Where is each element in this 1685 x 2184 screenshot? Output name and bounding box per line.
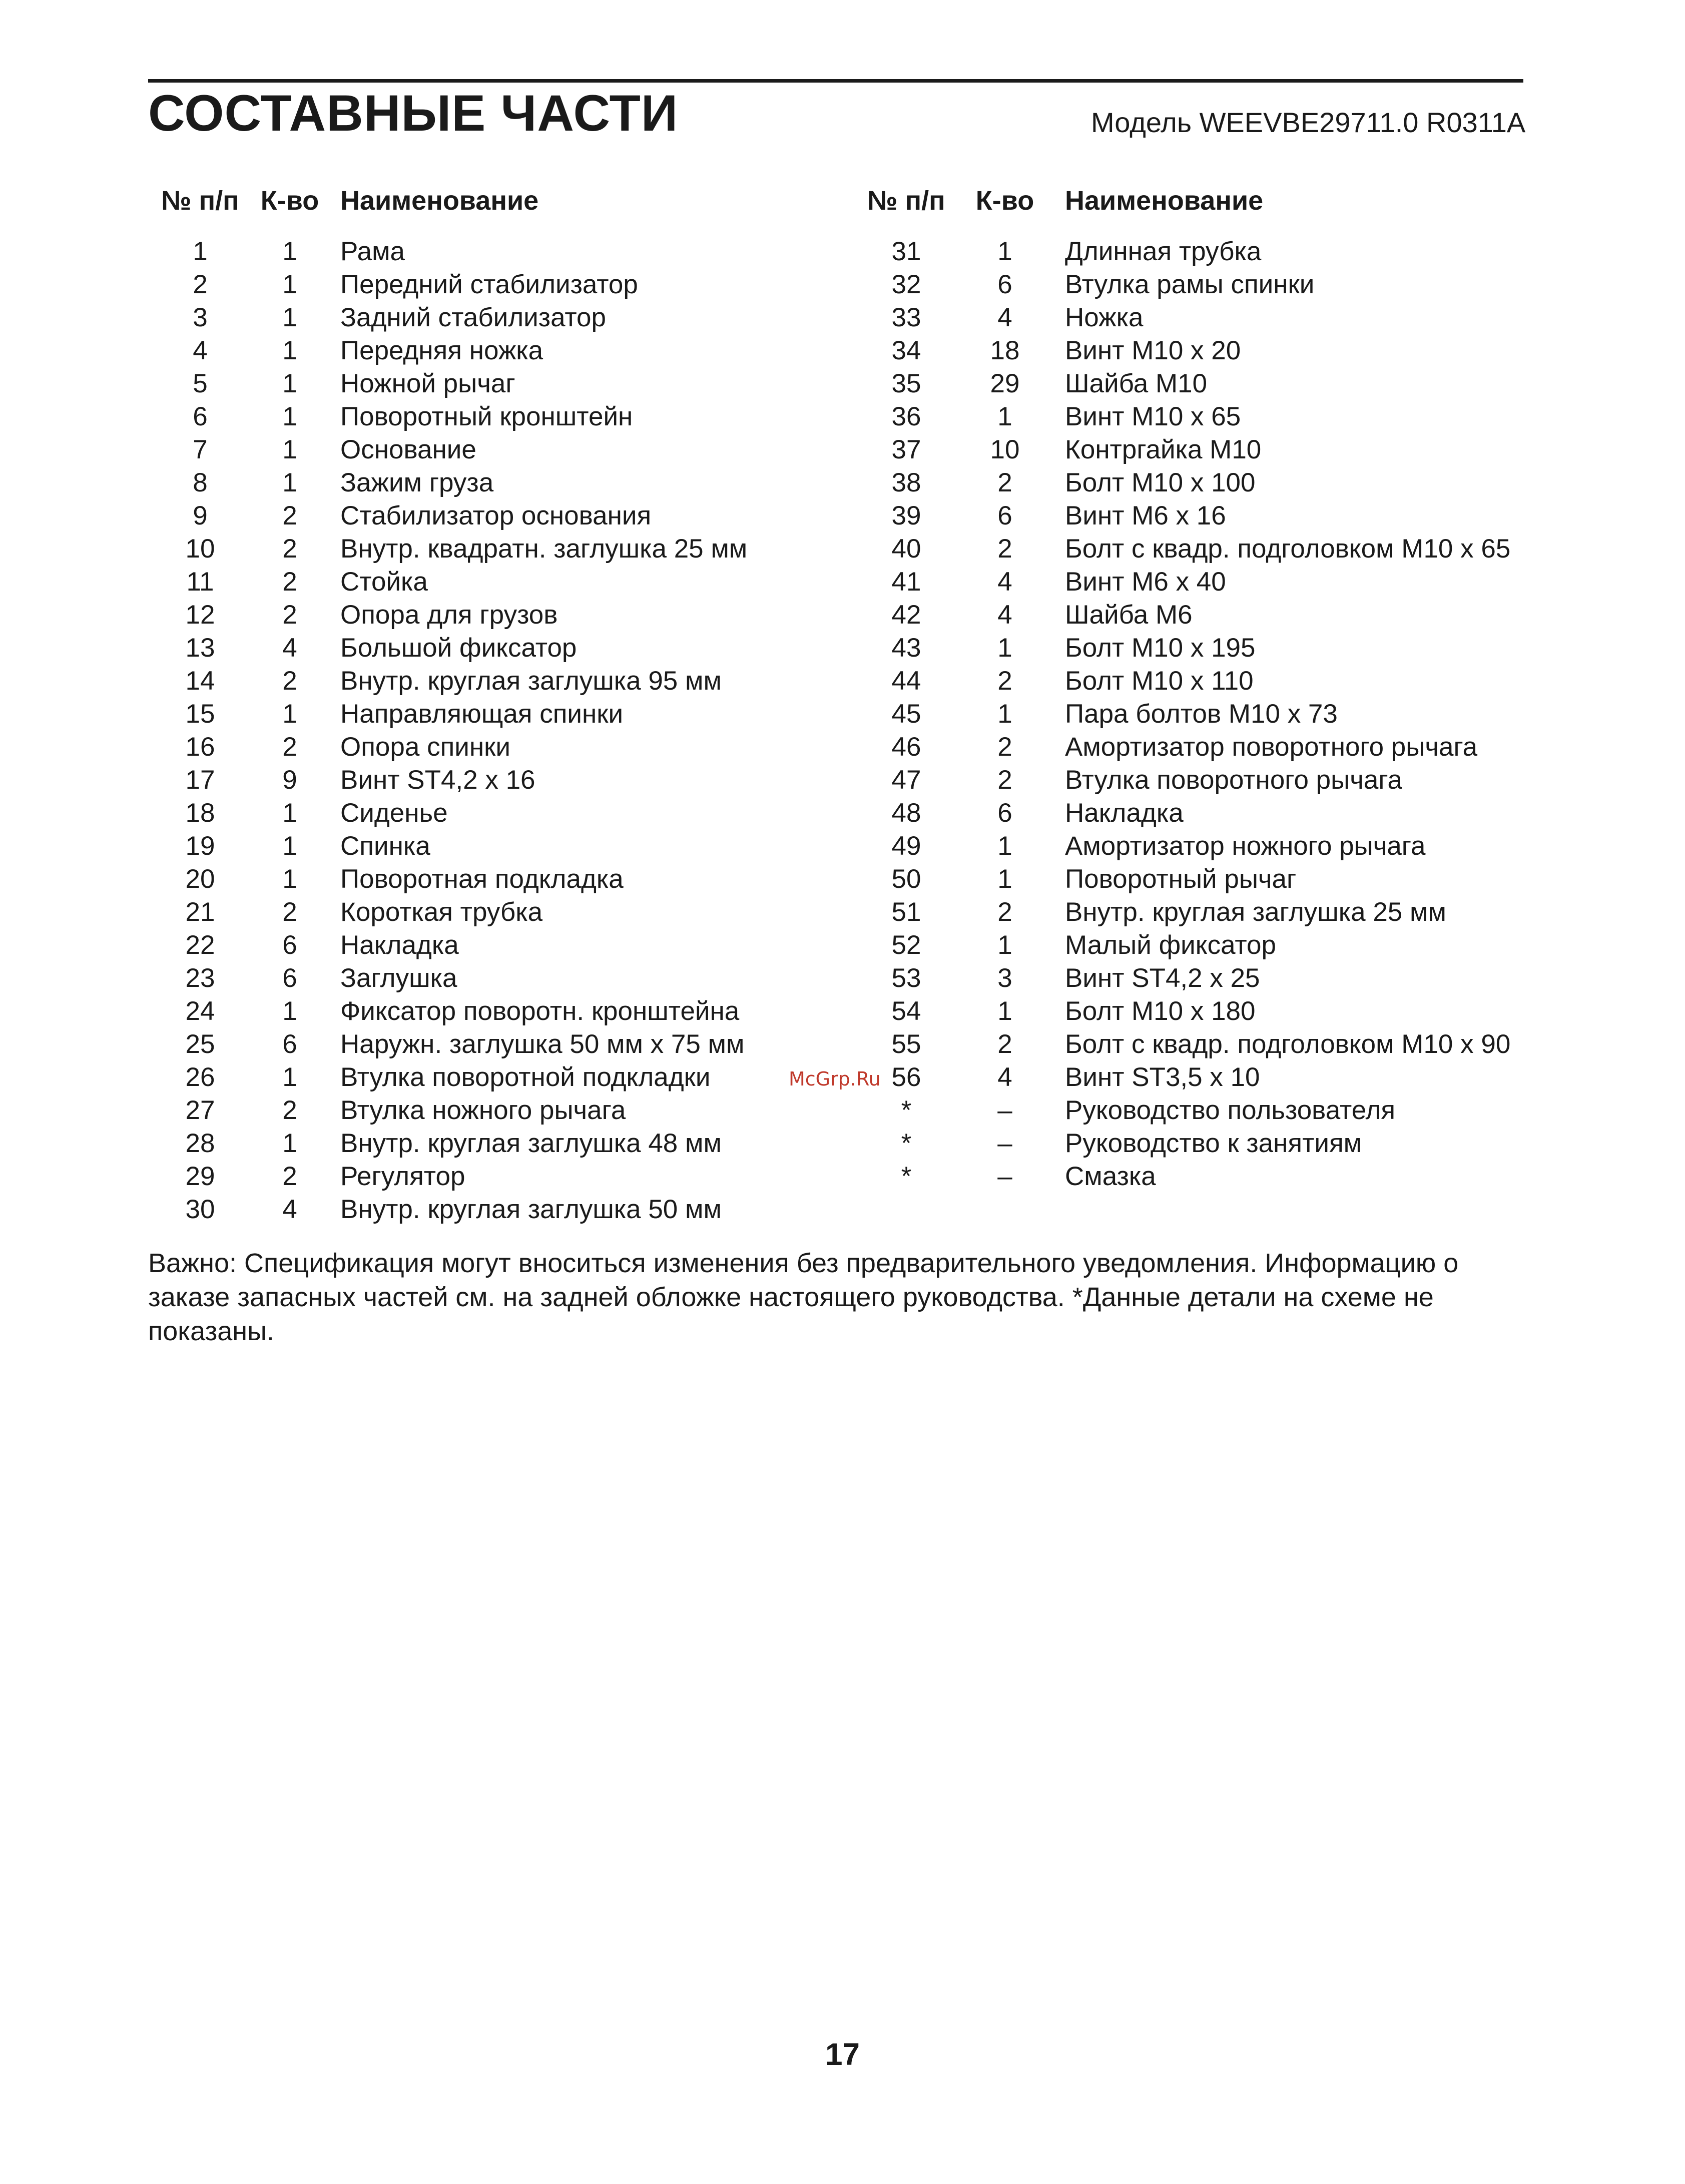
table-row	[150, 797, 841, 830]
part-number: 39	[891, 501, 921, 530]
part-number: 8	[193, 468, 208, 497]
page-title: СОСТАВНЫЕ ЧАСТИ	[148, 85, 679, 142]
part-quantity: 1	[282, 468, 297, 497]
part-quantity: 2	[282, 897, 297, 927]
part-number: 6	[193, 402, 208, 431]
part-number: 55	[891, 1029, 921, 1059]
part-number: *	[901, 1096, 912, 1125]
table-row	[150, 1061, 841, 1094]
part-name: Втулка рамы спинки	[1065, 270, 1315, 299]
part-name: Поворотная подкладка	[340, 864, 624, 894]
part-name: Стойка	[340, 567, 428, 597]
table-row	[150, 532, 841, 566]
part-number: 28	[185, 1129, 215, 1158]
part-number: 50	[891, 864, 921, 894]
table-header-row	[857, 180, 1557, 221]
part-number: *	[901, 1162, 912, 1191]
table-row	[150, 466, 841, 499]
table-row	[150, 863, 841, 896]
part-quantity: 2	[282, 1162, 297, 1191]
part-number: 3	[193, 303, 208, 332]
part-number: 43	[891, 633, 921, 663]
part-number: 12	[185, 600, 215, 630]
part-name: Регулятор	[340, 1162, 465, 1191]
table-row	[150, 1028, 841, 1061]
part-number: 38	[891, 468, 921, 497]
table-row	[857, 334, 1557, 367]
part-quantity: –	[997, 1162, 1012, 1191]
part-number: 46	[891, 732, 921, 762]
table-row	[857, 433, 1557, 466]
part-quantity: 2	[997, 468, 1012, 497]
part-quantity: 2	[282, 501, 297, 530]
part-number: 56	[891, 1062, 921, 1092]
part-quantity: 3	[997, 963, 1012, 993]
part-quantity: 6	[997, 501, 1012, 530]
part-quantity: 1	[997, 237, 1012, 266]
table-row	[150, 433, 841, 466]
table-row	[857, 499, 1557, 532]
watermark: McGrp.Ru	[789, 1068, 881, 1090]
part-name: Большой фиксатор	[340, 633, 577, 663]
part-quantity: 1	[282, 270, 297, 299]
part-number: 36	[891, 402, 921, 431]
part-number: 25	[185, 1029, 215, 1059]
part-quantity: 18	[990, 336, 1020, 365]
part-name: Втулка поворотного рычага	[1065, 765, 1402, 795]
table-header-row	[150, 180, 841, 221]
table-row	[150, 962, 841, 995]
part-number: 45	[891, 699, 921, 729]
part-quantity: 2	[997, 897, 1012, 927]
table-row	[150, 731, 841, 764]
table-row	[150, 301, 841, 334]
part-name: Наружн. заглушка 50 мм x 75 мм	[340, 1029, 745, 1059]
part-number: 22	[185, 930, 215, 960]
part-quantity: 6	[282, 1029, 297, 1059]
part-name: Болт с квадр. подголовком M10 x 90	[1065, 1029, 1511, 1059]
part-name: Внутр. квадратн. заглушка 25 мм	[340, 534, 748, 564]
part-name: Ножной рычаг	[340, 369, 515, 398]
table-row	[150, 896, 841, 929]
table-row	[857, 1094, 1557, 1127]
part-name: Винт M10 x 65	[1065, 402, 1241, 431]
table-row	[857, 599, 1557, 632]
table-row	[150, 599, 841, 632]
part-quantity: 4	[282, 1195, 297, 1224]
part-number: 40	[891, 534, 921, 564]
table-row	[150, 830, 841, 863]
table-row	[150, 367, 841, 400]
parts-table-left	[150, 180, 841, 1226]
table-row	[857, 896, 1557, 929]
part-quantity: –	[997, 1129, 1012, 1158]
part-quantity: 4	[997, 303, 1012, 332]
part-quantity: 9	[282, 765, 297, 795]
part-number: 35	[891, 369, 921, 398]
part-quantity: 2	[997, 534, 1012, 564]
part-name: Основание	[340, 435, 476, 464]
part-name: Ножка	[1065, 303, 1144, 332]
part-quantity: 1	[282, 435, 297, 464]
part-quantity: 1	[997, 930, 1012, 960]
part-number: 2	[193, 270, 208, 299]
part-number: 13	[185, 633, 215, 663]
part-name: Втулка ножного рычага	[340, 1096, 626, 1125]
part-number: 31	[891, 237, 921, 266]
part-name: Передняя ножка	[340, 336, 543, 365]
table-row	[150, 632, 841, 665]
part-name: Передний стабилизатор	[340, 270, 638, 299]
part-quantity: 2	[282, 534, 297, 564]
table-row	[857, 995, 1557, 1028]
part-number: 51	[891, 897, 921, 927]
table-row	[857, 301, 1557, 334]
part-name: Шайба M10	[1065, 369, 1208, 398]
table-row	[857, 962, 1557, 995]
part-quantity: 4	[282, 633, 297, 663]
part-name: Внутр. круглая заглушка 25 мм	[1065, 897, 1446, 927]
part-name: Винт M10 x 20	[1065, 336, 1241, 365]
model-number: Модель WEEVBE29711.0 R0311A	[1091, 107, 1526, 138]
part-number: 33	[891, 303, 921, 332]
part-number: 4	[193, 336, 208, 365]
part-number: 14	[185, 666, 215, 696]
part-number: 34	[891, 336, 921, 365]
part-quantity: 1	[997, 699, 1012, 729]
part-number: 30	[185, 1195, 215, 1224]
table-row	[150, 1160, 841, 1193]
part-quantity: 6	[997, 270, 1012, 299]
part-name: Фиксатор поворотн. кронштейна	[340, 996, 740, 1026]
part-quantity: 6	[997, 798, 1012, 828]
part-number: 47	[891, 765, 921, 795]
part-number: 21	[185, 897, 215, 927]
table-row	[150, 1094, 841, 1127]
table-row	[150, 235, 841, 268]
part-number: 17	[185, 765, 215, 795]
part-name: Болт M10 x 180	[1065, 996, 1256, 1026]
part-quantity: 1	[282, 699, 297, 729]
part-quantity: 10	[990, 435, 1020, 464]
part-quantity: 1	[997, 402, 1012, 431]
table-row	[857, 235, 1557, 268]
part-name: Руководство к занятиям	[1065, 1129, 1362, 1158]
part-name: Поворотный рычаг	[1065, 864, 1297, 894]
part-name: Амортизатор ножного рычага	[1065, 831, 1426, 861]
part-number: 37	[891, 435, 921, 464]
part-quantity: 4	[997, 567, 1012, 597]
part-quantity: 1	[282, 303, 297, 332]
part-name: Направляющая спинки	[340, 699, 624, 729]
table-row	[857, 764, 1557, 797]
part-name: Опора для грузов	[340, 600, 558, 630]
part-name: Винт M6 x 40	[1065, 567, 1226, 597]
table-row	[857, 367, 1557, 400]
part-quantity: 1	[282, 864, 297, 894]
part-quantity: 1	[282, 237, 297, 266]
table-row	[857, 1028, 1557, 1061]
table-row	[150, 929, 841, 962]
part-name: Винт ST4,2 x 16	[340, 765, 535, 795]
header-rule	[148, 79, 1523, 83]
table-row	[150, 400, 841, 433]
table-row	[857, 632, 1557, 665]
part-quantity: 1	[282, 831, 297, 861]
table-row	[857, 1160, 1557, 1193]
part-name: Смазка	[1065, 1162, 1156, 1191]
part-number: 16	[185, 732, 215, 762]
part-number: 11	[186, 567, 214, 597]
table-row	[150, 1127, 841, 1160]
part-name: Втулка поворотной подкладки	[340, 1062, 711, 1092]
column-header-number: № п/п	[867, 186, 945, 216]
part-name: Спинка	[340, 831, 430, 861]
part-quantity: 2	[997, 732, 1012, 762]
part-number: 26	[185, 1062, 215, 1092]
part-number: 23	[185, 963, 215, 993]
part-name: Внутр. круглая заглушка 48 мм	[340, 1129, 722, 1158]
part-number: 9	[193, 501, 208, 530]
table-row	[857, 566, 1557, 599]
part-name: Амортизатор поворотного рычага	[1065, 732, 1478, 762]
table-row	[150, 698, 841, 731]
part-quantity: 29	[990, 369, 1020, 398]
part-name: Внутр. круглая заглушка 50 мм	[340, 1195, 722, 1224]
part-quantity: 2	[997, 1029, 1012, 1059]
part-quantity: 1	[282, 369, 297, 398]
part-name: Внутр. круглая заглушка 95 мм	[340, 666, 722, 696]
important-note: Важно: Спецификация могут вноситься изменения без предварительного уведомления. Информацию о заказе запасных частей см. на задней обложке настоящего руководства. *Данные детали на схеме не показаны.	[148, 1248, 1459, 1346]
part-number: 27	[185, 1096, 215, 1125]
table-row	[857, 400, 1557, 433]
part-number: 48	[891, 798, 921, 828]
table-row	[857, 1061, 1557, 1094]
part-number: 42	[891, 600, 921, 630]
part-quantity: 2	[282, 666, 297, 696]
part-number: 29	[185, 1162, 215, 1191]
part-number: 44	[891, 666, 921, 696]
column-header-number: № п/п	[161, 186, 239, 216]
part-quantity: 1	[997, 864, 1012, 894]
part-quantity: 4	[997, 600, 1012, 630]
parts-list-left	[150, 235, 841, 1226]
part-quantity: 2	[282, 567, 297, 597]
part-quantity: 6	[282, 930, 297, 960]
page-number: 17	[825, 2037, 860, 2072]
column-header-quantity: К-во	[975, 186, 1034, 216]
part-name: Малый фиксатор	[1065, 930, 1277, 960]
part-number: 18	[185, 798, 215, 828]
part-name: Опора спинки	[340, 732, 510, 762]
column-header-name: Наименование	[340, 186, 539, 216]
part-name: Болт с квадр. подголовком M10 x 65	[1065, 534, 1511, 564]
table-row	[857, 1127, 1557, 1160]
part-name: Короткая трубка	[340, 897, 543, 927]
part-quantity: 1	[282, 1129, 297, 1158]
parts-table-right	[857, 180, 1557, 1193]
part-name: Накладка	[1065, 798, 1184, 828]
part-name: Болт M10 x 110	[1065, 666, 1254, 696]
part-quantity: 1	[282, 1062, 297, 1092]
part-name: Контргайка M10	[1065, 435, 1262, 464]
part-quantity: 2	[282, 600, 297, 630]
part-name: Пара болтов M10 x 73	[1065, 699, 1338, 729]
table-row	[150, 764, 841, 797]
part-number: 24	[185, 996, 215, 1026]
table-row	[857, 929, 1557, 962]
part-name: Задний стабилизатор	[340, 303, 607, 332]
part-quantity: 1	[282, 798, 297, 828]
part-number: 32	[891, 270, 921, 299]
part-number: 10	[185, 534, 215, 564]
part-quantity: 1	[997, 831, 1012, 861]
part-number: 20	[185, 864, 215, 894]
part-quantity: –	[997, 1096, 1012, 1125]
table-row	[150, 268, 841, 301]
table-row	[857, 665, 1557, 698]
table-row	[857, 698, 1557, 731]
part-quantity: 2	[997, 666, 1012, 696]
table-row	[857, 863, 1557, 896]
part-number: 1	[193, 237, 208, 266]
part-number: 19	[185, 831, 215, 861]
table-row	[857, 830, 1557, 863]
table-row	[150, 499, 841, 532]
column-header-quantity: К-во	[260, 186, 319, 216]
table-row	[857, 268, 1557, 301]
part-number: 54	[891, 996, 921, 1026]
table-row	[857, 466, 1557, 499]
table-row	[150, 1193, 841, 1226]
part-name: Накладка	[340, 930, 459, 960]
part-quantity: 2	[997, 765, 1012, 795]
part-name: Болт M10 x 100	[1065, 468, 1256, 497]
table-row	[150, 995, 841, 1028]
part-name: Сиденье	[340, 798, 448, 828]
part-name: Рама	[340, 237, 405, 266]
part-number: *	[901, 1129, 912, 1158]
column-header-name: Наименование	[1065, 186, 1264, 216]
table-row	[857, 731, 1557, 764]
part-quantity: 1	[997, 996, 1012, 1026]
part-quantity: 4	[997, 1062, 1012, 1092]
part-number: 7	[193, 435, 208, 464]
part-name: Зажим груза	[340, 468, 494, 497]
part-name: Заглушка	[340, 963, 457, 993]
table-row	[857, 532, 1557, 566]
parts-list-right	[857, 235, 1557, 1193]
part-quantity: 6	[282, 963, 297, 993]
part-quantity: 2	[282, 732, 297, 762]
table-row	[857, 797, 1557, 830]
part-name: Шайба M6	[1065, 600, 1193, 630]
part-number: 53	[891, 963, 921, 993]
part-quantity: 2	[282, 1096, 297, 1125]
part-name: Длинная трубка	[1065, 237, 1262, 266]
part-number: 52	[891, 930, 921, 960]
part-quantity: 1	[282, 402, 297, 431]
part-number: 41	[891, 567, 921, 597]
table-row	[150, 334, 841, 367]
part-number: 49	[891, 831, 921, 861]
part-number: 15	[185, 699, 215, 729]
part-name: Руководство пользователя	[1065, 1096, 1396, 1125]
part-name: Болт M10 x 195	[1065, 633, 1256, 663]
part-quantity: 1	[282, 336, 297, 365]
table-row	[150, 665, 841, 698]
part-name: Винт ST3,5 x 10	[1065, 1062, 1260, 1092]
part-name: Винт ST4,2 x 25	[1065, 963, 1260, 993]
part-quantity: 1	[997, 633, 1012, 663]
table-row	[150, 566, 841, 599]
part-name: Поворотный кронштейн	[340, 402, 633, 431]
part-number: 5	[193, 369, 208, 398]
part-quantity: 1	[282, 996, 297, 1026]
part-name: Винт M6 x 16	[1065, 501, 1226, 530]
part-name: Стабилизатор основания	[340, 501, 652, 530]
